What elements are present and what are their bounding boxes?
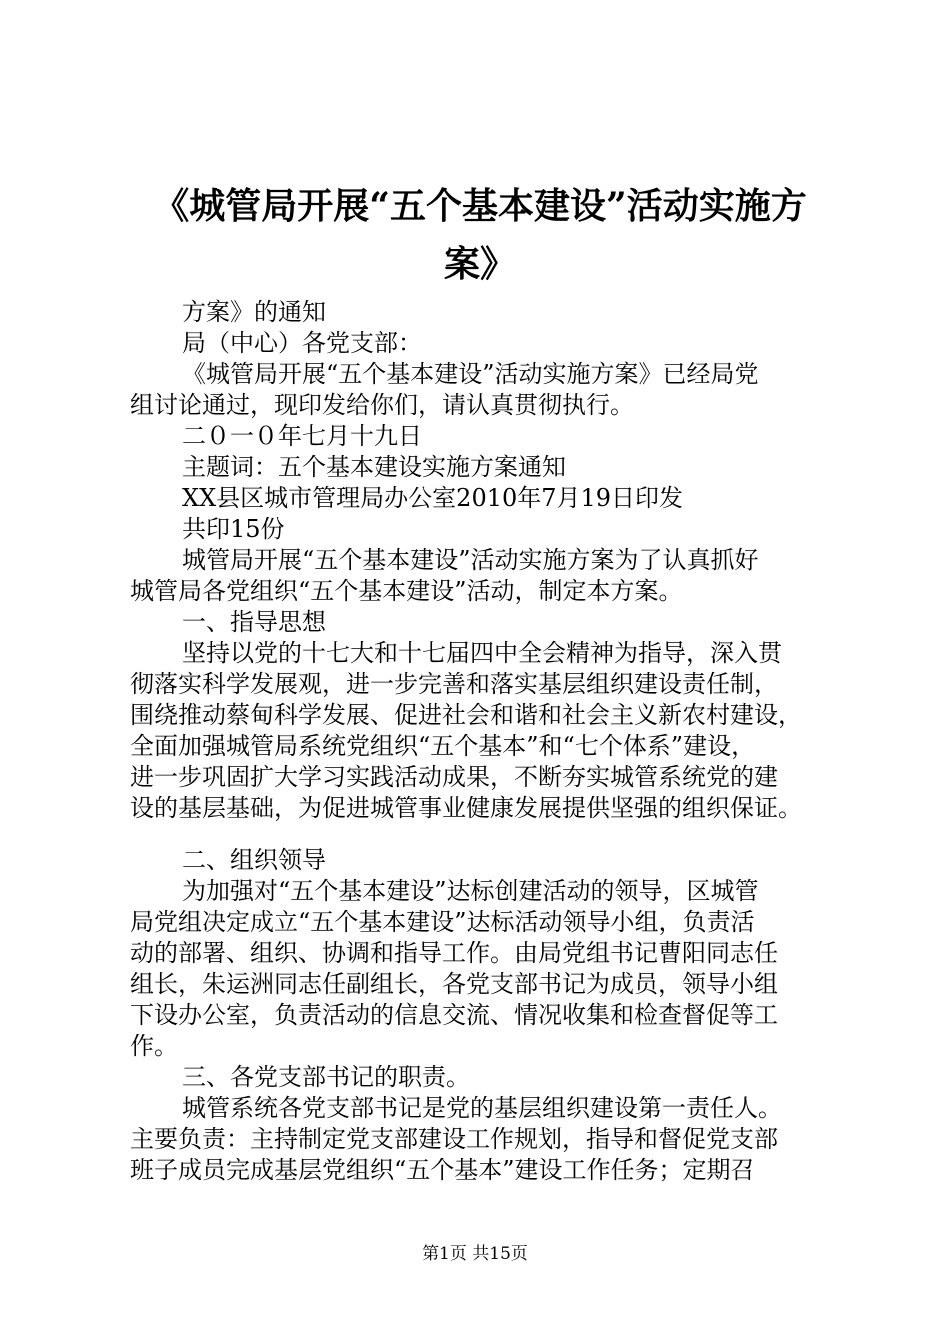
text-line: 二０一０年七月十九日 [182,422,422,450]
document-body [130,297,835,1186]
text-line: 局党组决定成立“五个基本建设”达标活动领导小组，负责活 [130,908,755,936]
text-line: 班子成员完成基层党组织“五个基本”建设工作任务；定期召 [130,1156,755,1184]
text-line: 作。 [130,1032,178,1060]
text-line: 二、组织领导 [182,846,326,874]
document-title-line1: 《城管局开展“五个基本建设”活动实施方 [153,186,807,226]
text-line: 城管系统各党支部书记是党的基层组织建设第一责任人。 [182,1094,782,1122]
text-line: 城管局各党组织“五个基本建设”活动，制定本方案。 [130,577,683,605]
text-line: 城管局开展“五个基本建设”活动实施方案为了认真抓好 [182,546,759,574]
text-line: 主要负责：主持制定党支部建设工作规划，指导和督促党支部 [130,1125,778,1153]
text-line: 主题词：五个基本建设实施方案通知 [182,453,566,481]
text-line: 共印15份 [182,515,285,543]
paragraph-gap [130,824,835,845]
document-title-line2: 案》 [443,244,516,284]
text-line: 组长，朱运洲同志任副组长，各党支部书记为成员，领导小组 [130,970,778,998]
page-footer: 第1页 共15页 [422,1244,528,1264]
text-line: 组讨论通过，现印发给你们，请认真贯彻执行。 [130,391,634,419]
text-line: 方案》的通知 [182,298,326,326]
text-line: 下设办公室，负责活动的信息交流、情况收集和检查督促等工 [130,1001,778,1029]
text-line: 全面加强城管局系统党组织“五个基本”和“七个体系”建设， [130,732,756,760]
text-line: 为加强对“五个基本建设”达标创建活动的领导，区城管 [182,877,759,905]
text-line: 《城管局开展“五个基本建设”活动实施方案》已经局党 [182,360,759,388]
text-line: 围绕推动蔡甸科学发展、促进社会和谐和社会主义新农村建设， [130,701,802,729]
text-line: XX县区城市管理局办公室2010年7月19日印发 [182,484,684,512]
text-line: 动的部署、组织、协调和指导工作。由局党组书记曹阳同志任 [130,939,778,967]
text-line: 进一步巩固扩大学习实践活动成果，不断夯实城管系统党的建 [130,763,778,791]
text-line: 局（中心）各党支部： [182,329,422,357]
text-line: 设的基层基础，为促进城管事业健康发展提供坚强的组织保证。 [130,794,802,822]
text-line: 三、各党支部书记的职责。 [182,1063,470,1091]
text-line: 彻落实科学发展观，进一步完善和落实基层组织建设责任制， [130,670,778,698]
text-line: 一、指导思想 [182,608,326,636]
text-line: 坚持以党的十七大和十七届四中全会精神为指导，深入贯 [182,639,782,667]
